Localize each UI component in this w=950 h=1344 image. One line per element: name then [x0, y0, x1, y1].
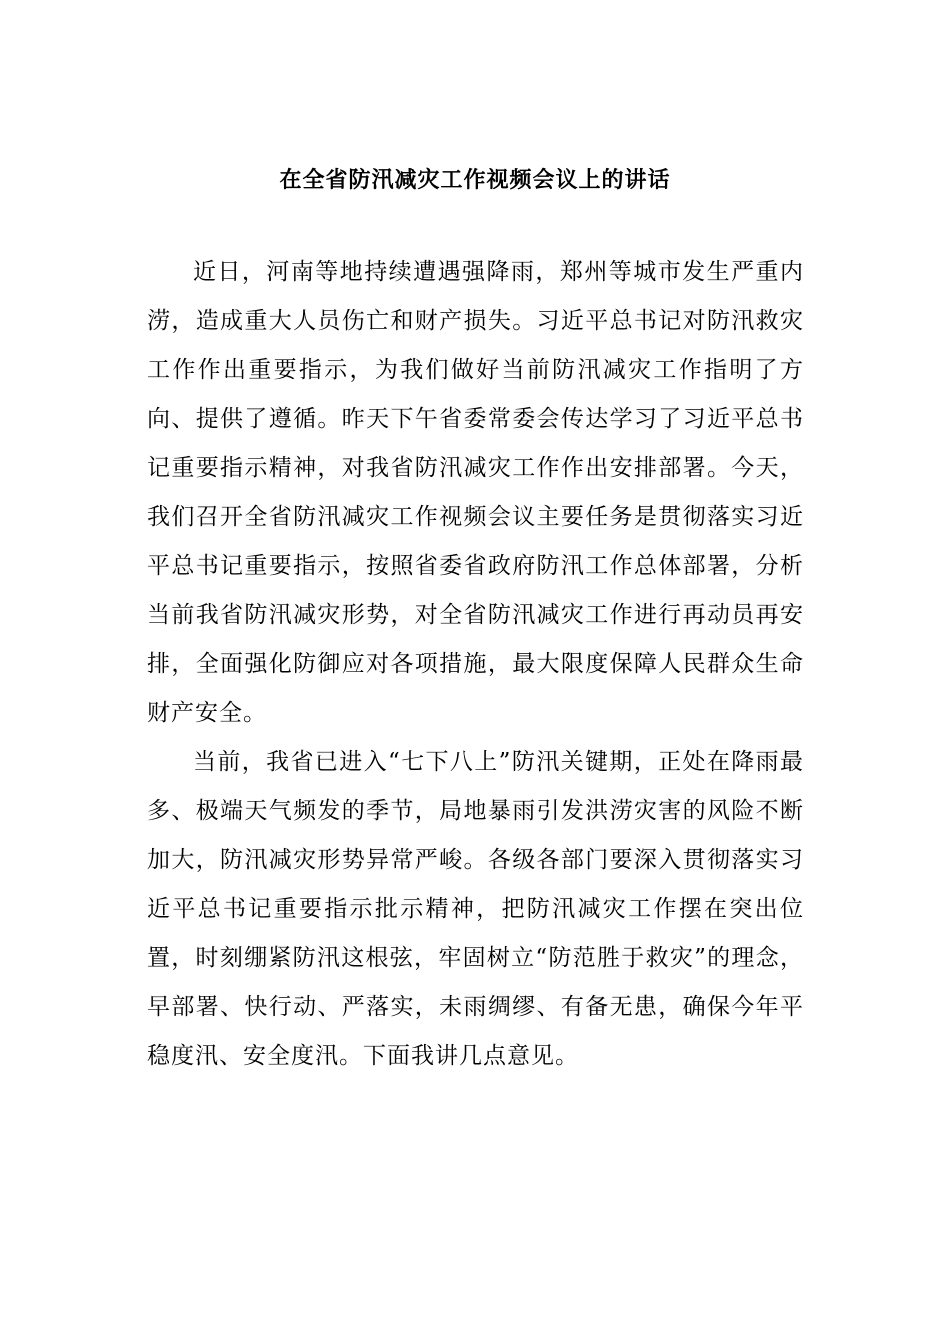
paragraph-2: 当前，我省已进入“七下八上”防汛关键期，正处在降雨最多、极端天气频发的季节，局地暴雨引发洪涝灾害的风险不断加大，防汛减灾形势异常严峻。各级各部门要深入贯彻落实习近平总书记重要指示批示精神，把防汛减灾工作摆在突出位置，时刻绷紧防汛这根弦，牢固树立“防范胜于救灾”的理念，早部署、快行动、严落实，未雨绸缪、有备无患，确保今年平稳度汛、安全度汛。下面我讲几点意见。: [147, 749, 804, 1069]
document-body: [147, 248, 804, 1081]
paragraph-1: 近日，河南等地持续遭遇强降雨，郑州等城市发生严重内涝，造成重大人员伤亡和财产损失。习近平总书记对防汛救灾工作作出重要指示，为我们做好当前防汛减灾工作指明了方向、提供了遵循。昨天下午省委常委会传达学习了习近平总书记重要指示精神，对我省防汛减灾工作作出安排部署。今天，我们召开全省防汛减灾工作视频会议主要任务是贯彻落实习近平总书记重要指示，按照省委省政府防汛工作总体部署，分析当前我省防汛减灾形势，对全省防汛减灾工作进行再动员再安排，全面强化防御应对各项措施，最大限度保障人民群众生命财产安全。: [147, 259, 804, 726]
document-title: 在全省防汛减灾工作视频会议上的讲话: [279, 167, 671, 193]
